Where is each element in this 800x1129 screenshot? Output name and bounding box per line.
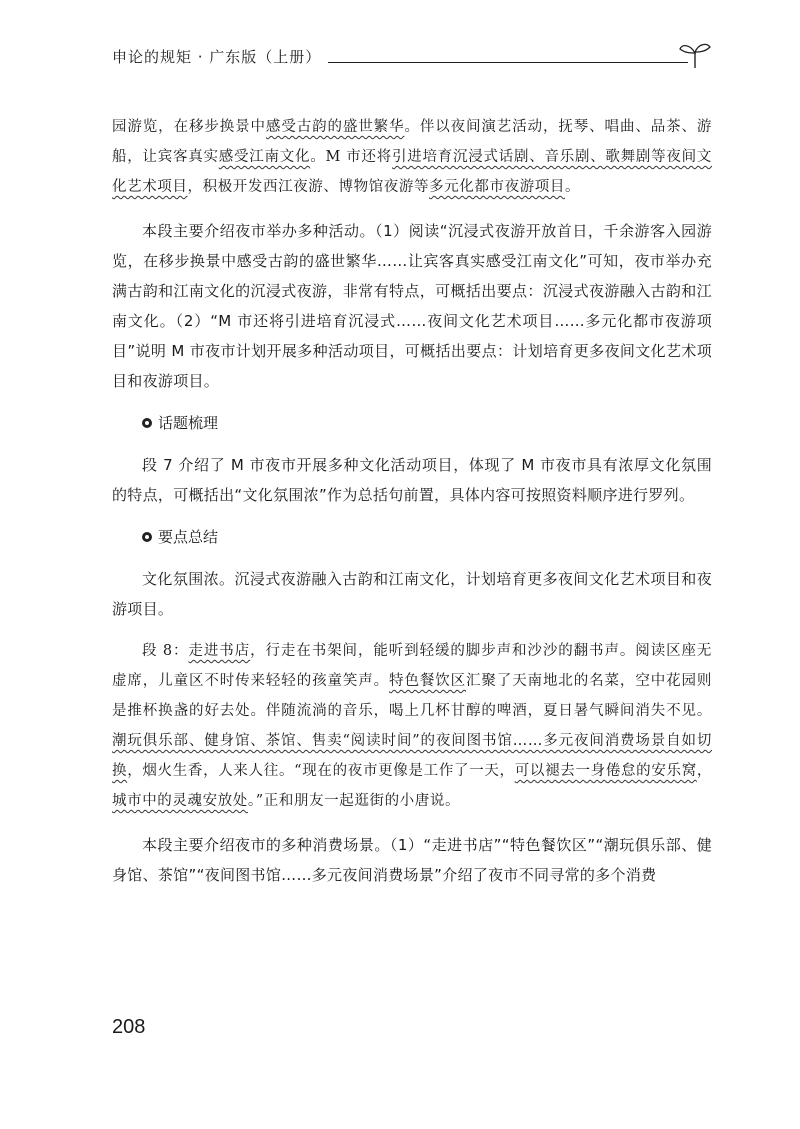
underlined-phrase: 走进书店 [188, 643, 251, 659]
key-points-paragraph: 文化氛围浓。沉浸式夜游融入古韵和江南文化，计划培育更多夜间文化艺术项目和夜游项目。 [112, 570, 712, 618]
header-title: 申论的规矩 · 广东版（上册） [112, 48, 322, 66]
text-run: ，行走在书架间，能听到轻缓的脚步声和沙沙的翻书声。阅读区座无虚席，儿童区不时传来轻轻的孩童笑声。 [112, 643, 713, 689]
text-run: 汇聚了天南地北的名菜，空中花园则是推杯换盏的好去处。伴随流淌的音乐，喝上几杯甘醇的啤酒，夏日暑气瞬间消失不见。 [112, 673, 712, 719]
underlined-phrase: 特色餐饮区 [389, 673, 467, 689]
underlined-phrase: 城市中的灵魂安放处 [112, 793, 248, 809]
key-points-heading [112, 522, 712, 552]
section-title: 要点总结 [158, 528, 219, 546]
analysis-paragraph-8: 本段主要介绍夜市的多种消费场景。（1）“走进书店”“特色餐饮区”“潮玩俱乐部、健身馆、茶馆”“夜间图书馆……多元夜间消费场景”介绍了夜市不同寻常的多个消费 [112, 836, 712, 884]
text-run: 。 [565, 179, 581, 195]
material-paragraph-8 [112, 636, 712, 816]
underlined-phrase: 感受江南文化 [218, 149, 311, 165]
underlined-phrase: 潮玩俱乐部、健身馆、茶馆、售卖“阅读时间”的夜间图书馆……多元夜间消费场景自如切换 [112, 733, 712, 779]
analysis-paragraph-7: 本段主要介绍夜市举办多种活动。（1）阅读“沉浸式夜游开放首日，千余游客入园游览，在移步换景中感受古韵的盛世繁华……让宾客真实感受江南文化”可知，夜市举办充满古韵和江南文化的沉浸式夜游，非常有特点，可概括出要点：沉浸式夜游融入古韵和江南文化。（2）“M 市还将引进培育沉浸式……夜间文化艺术项目……多元化都市夜游项目”说明 M 市夜市计划开展多种活动项目，可概括出要点：计划培育更多夜间文化艺术项目和夜游项目。 [112, 222, 712, 390]
header-rule [328, 62, 688, 63]
text-run: ，积极开发西江夜游、博物馆夜游等 [187, 179, 430, 195]
text-run: 。M 市还将 [310, 149, 392, 165]
bullet-icon [142, 418, 152, 428]
bullet-icon [142, 532, 152, 542]
underlined-phrase: 可以褪去一身倦怠的安乐窝 [514, 763, 697, 779]
text-run: 。伴以夜间演艺活动，抚琴、唱曲、品茶、游船，让宾客真实 [112, 119, 712, 165]
running-header [112, 40, 712, 70]
sprout-icon [678, 40, 712, 70]
material-paragraph-7-cont [112, 112, 712, 202]
text-run: ，烟火生香，人来人往。“现在的夜市更像是工作了一天， [127, 763, 515, 779]
section-title: 话题梳理 [158, 414, 219, 432]
page-number: 208 [112, 1016, 146, 1038]
text-run: 。”正和朋友一起逛街的小唐说。 [247, 793, 461, 809]
text-run: 段 8： [142, 643, 189, 659]
text-run: ， [696, 763, 713, 779]
underlined-phrase: 引进培育沉浸式话剧、音乐剧、歌舞剧等夜间文化艺术项目 [112, 149, 713, 195]
page-content [112, 112, 712, 890]
underlined-phrase: 感受古韵的盛世繁华 [265, 119, 405, 135]
topic-sorting-paragraph: 段 7 介绍了 M 市夜市开展多种文化活动项目，体现了 M 市夜市具有浓厚文化氛围的特点，可概括出“文化氛围浓”作为总括句前置，具体内容可按照资料顺序进行罗列。 [112, 456, 712, 504]
text-run: 园游览，在移步换景中 [112, 119, 266, 135]
topic-sorting-heading [112, 408, 712, 438]
underlined-phrase: 多元化都市夜游项目 [429, 179, 566, 195]
